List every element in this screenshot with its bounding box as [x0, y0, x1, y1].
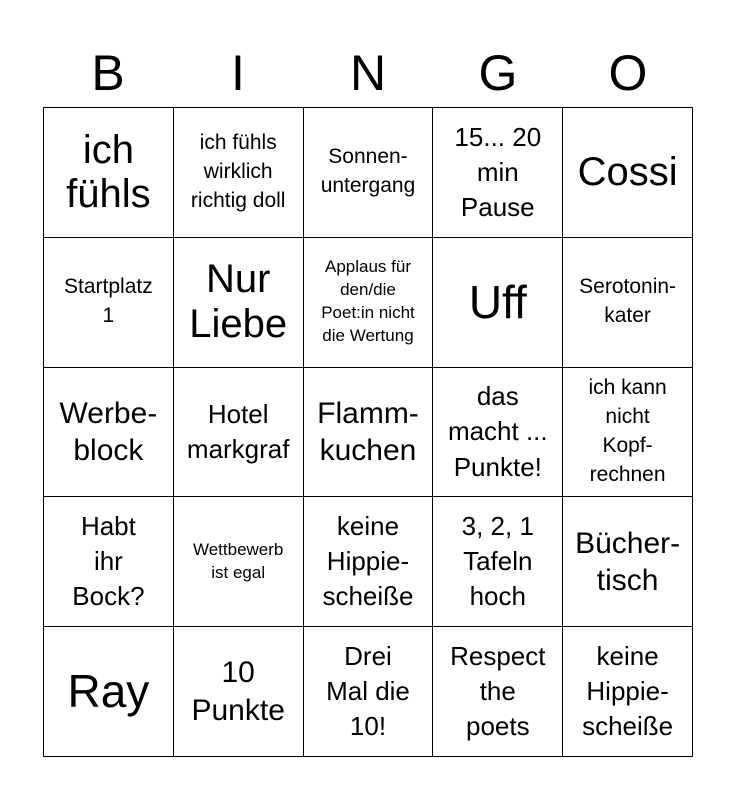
bingo-cell-r2-c1[interactable]	[44, 238, 174, 368]
bingo-cell-text: Ray	[67, 665, 150, 717]
bingo-cell-text: Wettbewerb ist egal	[192, 539, 284, 582]
bingo-cell-text: keine Hippie- scheiße	[582, 640, 674, 742]
bingo-cell-r3-c2[interactable]	[174, 368, 304, 498]
bingo-cell-r5-c5[interactable]	[563, 627, 693, 757]
bingo-cell-text: Hotel markgraf	[186, 398, 290, 464]
bingo-cell-r1-c2[interactable]	[174, 108, 304, 238]
bingo-cell-r3-c5[interactable]	[563, 368, 693, 498]
bingo-cell-text: ich fühls	[66, 127, 151, 217]
bingo-cell-r2-c2[interactable]	[174, 238, 304, 368]
bingo-cell-text: 3, 2, 1 Tafeln hoch	[461, 511, 534, 612]
bingo-cell-text: Flamm- kuchen	[317, 396, 419, 467]
bingo-cell-r1-c4[interactable]	[433, 108, 563, 238]
bingo-cell-r5-c4[interactable]	[433, 627, 563, 757]
bingo-cell-r1-c5[interactable]	[563, 108, 693, 238]
bingo-cell-r5-c1[interactable]	[44, 627, 174, 757]
bingo-cell-r3-c4[interactable]	[433, 368, 563, 498]
bingo-cell-text: Uff	[468, 275, 527, 328]
bingo-cell-text: Serotonin- kater	[579, 275, 677, 328]
header-letter-o: O	[608, 45, 648, 101]
bingo-cell-r4-c2[interactable]	[174, 497, 304, 627]
bingo-cell-text: das macht ... Punkte!	[447, 381, 548, 482]
bingo-cell-text: Habt ihr Bock?	[72, 511, 145, 612]
header-letter-i: I	[231, 45, 245, 101]
bingo-cell-text: Applaus für den/die Poet:in nicht die Wertung	[321, 257, 415, 346]
bingo-cell-r5-c3[interactable]	[304, 627, 434, 757]
bingo-header	[43, 40, 693, 106]
bingo-cell-text: ich fühls wirklich richtig doll	[190, 130, 286, 212]
bingo-cell-r1-c3[interactable]	[304, 108, 434, 238]
bingo-cell-text: Werbe- block	[59, 396, 158, 467]
bingo-cell-text: 15... 20 min Pause	[454, 121, 542, 222]
bingo-cell-r4-c3[interactable]	[304, 497, 434, 627]
bingo-cell-r1-c1[interactable]	[44, 108, 174, 238]
bingo-cell-r4-c4[interactable]	[433, 497, 563, 627]
bingo-cell-text: Drei Mal die 10!	[326, 640, 410, 742]
bingo-cell-text: keine Hippie- scheiße	[322, 511, 414, 612]
bingo-cell-text: Bücher- tisch	[575, 526, 681, 597]
bingo-cell-r3-c1[interactable]	[44, 368, 174, 498]
bingo-cell-text: 10 Punkte	[191, 656, 285, 727]
bingo-cell-text: Sonnen- untergang	[320, 145, 416, 198]
bingo-grid	[43, 107, 693, 757]
bingo-cell-r3-c3[interactable]	[304, 368, 434, 498]
bingo-cell-text: Nur Liebe	[189, 257, 288, 347]
bingo-cell-text: Cossi	[577, 150, 678, 194]
bingo-cell-r4-c1[interactable]	[44, 497, 174, 627]
bingo-cell-r2-c3[interactable]	[304, 238, 434, 368]
header-letter-n: N	[349, 45, 387, 101]
bingo-cell-text: Respect the poets	[450, 640, 546, 742]
bingo-cell-r5-c2[interactable]	[174, 627, 304, 757]
header-letter-g: G	[478, 45, 518, 101]
bingo-cell-r2-c5[interactable]	[563, 238, 693, 368]
bingo-cell-r2-c4[interactable]	[433, 238, 563, 368]
bingo-cell-text: ich kann nicht Kopf- rechnen	[588, 376, 667, 486]
bingo-cell-text: Startplatz 1	[64, 275, 153, 328]
header-letter-b: B	[91, 45, 125, 101]
bingo-cell-r4-c5[interactable]	[563, 497, 693, 627]
